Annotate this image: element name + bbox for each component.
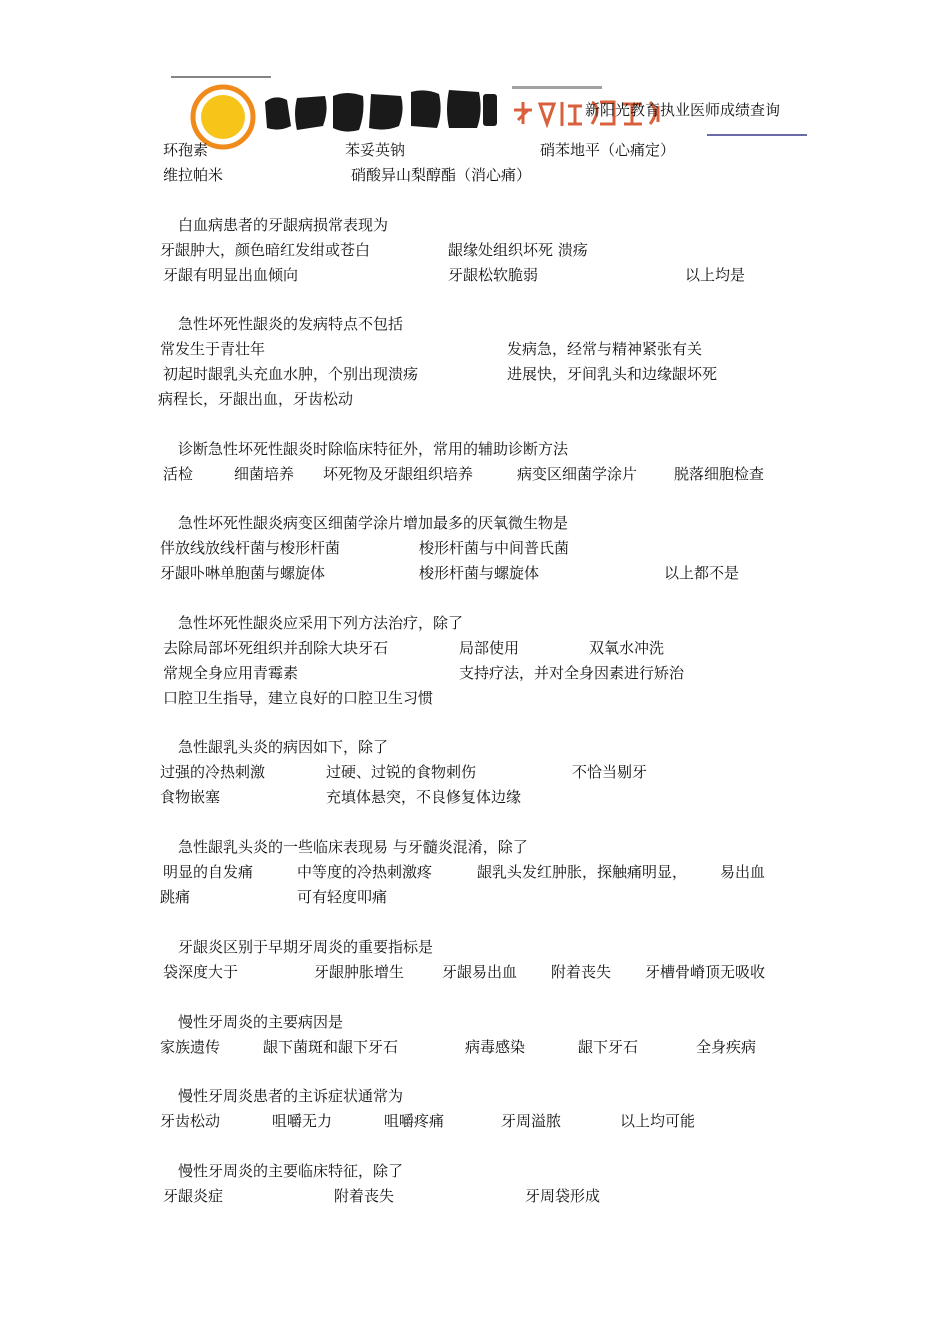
option-text: 梭形杆菌与螺旋体	[419, 564, 540, 582]
question-text: 慢性牙周炎患者的主诉症状通常为	[178, 1087, 404, 1105]
option-text: 易出血	[720, 863, 766, 881]
question-text: 牙龈炎区别于早期牙周炎的重要指标是	[178, 938, 434, 956]
logo	[165, 72, 510, 150]
option-text: 牙龈松软脆弱	[448, 266, 539, 284]
option-text: 梭形杆菌与中间普氏菌	[419, 539, 570, 557]
option-text: 牙周袋形成	[525, 1187, 601, 1205]
option-text: 全身疾病	[696, 1038, 757, 1056]
option-text: 充填体悬突，不良修复体边缘	[326, 788, 522, 806]
option-text: 以上均是	[685, 266, 746, 284]
option-text: 咀嚼疼痛	[384, 1112, 445, 1130]
calligraphy-logo-text	[265, 90, 497, 132]
option-text: 中等度的冷热刺激疼	[297, 863, 433, 881]
option-text: 明显的自发痛	[163, 863, 254, 881]
option-text: 活检	[163, 465, 194, 483]
question-text: 慢性牙周炎的主要病因是	[178, 1013, 344, 1031]
option-text: 牙齿松动	[160, 1112, 221, 1130]
option-text: 坏死物及牙龈组织培养	[323, 465, 474, 483]
option-text: 常规全身应用青霉素	[163, 664, 299, 682]
option-text: 过硬、过锐的食物刺伤	[326, 763, 477, 781]
option-text: 咀嚼无力	[272, 1112, 333, 1130]
option-text: 双氧水冲洗	[589, 639, 665, 657]
option-text: 支持疗法，并对全身因素进行矫治	[459, 664, 685, 682]
option-text: 硝酸异山梨醇酯（消心痛）	[351, 166, 532, 184]
option-text: 苯妥英钠	[345, 141, 406, 159]
option-text: 伴放线放线杆菌与梭形杆菌	[160, 539, 341, 557]
option-text: 病程长，牙龈出血，牙齿松动	[158, 390, 354, 408]
option-text: 牙龈肿大，颜色暗红发绀或苍白	[160, 241, 371, 259]
option-text: 口腔卫生指导，建立良好的口腔卫生习惯	[163, 689, 434, 707]
option-text: 环孢素	[163, 141, 209, 159]
option-text: 附着丧失	[334, 1187, 395, 1205]
option-text: 牙槽骨嵴顶无吸收	[645, 963, 766, 981]
option-text: 去除局部坏死组织并刮除大块牙石	[163, 639, 389, 657]
option-text: 病变区细菌学涂片	[517, 465, 638, 483]
option-text: 初起时龈乳头充血水肿，个别出现溃疡	[163, 365, 419, 383]
option-text: 进展快，牙间乳头和边缘龈坏死	[507, 365, 718, 383]
option-text: 硝苯地平（心痛定）	[540, 141, 676, 159]
question-text: 白血病患者的牙龈病损常表现为	[178, 216, 389, 234]
option-text: 牙龈有明显出血倾向	[163, 266, 299, 284]
option-text: 不恰当剔牙	[572, 763, 648, 781]
option-text: 可有轻度叩痛	[297, 888, 388, 906]
sun-icon	[193, 87, 253, 147]
option-text: 病毒感染	[465, 1038, 526, 1056]
option-text: 袋深度大于	[163, 963, 239, 981]
option-text: 牙龈炎症	[163, 1187, 224, 1205]
option-text: 过强的冷热刺激	[160, 763, 266, 781]
option-text: 龈乳头发红肿胀，探触痛明显，	[477, 863, 688, 881]
option-text: 细菌培养	[234, 465, 295, 483]
option-text: 常发生于青壮年	[160, 340, 266, 358]
question-text: 慢性牙周炎的主要临床特征，除了	[178, 1162, 404, 1180]
question-text: 急性龈乳头炎的病因如下，除了	[178, 738, 389, 756]
option-text: 牙周溢脓	[501, 1112, 562, 1130]
option-text: 发病急，经常与精神紧张有关	[507, 340, 703, 358]
question-text: 急性龈乳头炎的一些临床表现易 与牙髓炎混淆，除了	[178, 838, 528, 856]
logo-dots	[171, 76, 271, 78]
question-text: 诊断急性坏死性龈炎时除临床特征外，常用的辅助诊断方法	[178, 440, 569, 458]
option-text: 跳痛	[160, 888, 191, 906]
option-text: 食物嵌塞	[160, 788, 221, 806]
question-text: 急性坏死性龈炎应采用下列方法治疗，除了	[178, 614, 464, 632]
option-text: 龈缘处组织坏死 溃疡	[448, 241, 588, 259]
option-text: 牙龈肿胀增生	[314, 963, 405, 981]
option-text: 牙龈卟啉单胞菌与螺旋体	[160, 564, 326, 582]
option-text: 维拉帕米	[163, 166, 224, 184]
option-text: 脱落细胞检查	[674, 465, 765, 483]
option-text: 家族遗传	[160, 1038, 221, 1056]
option-text: 龈下菌斑和龈下牙石	[263, 1038, 399, 1056]
option-text: 附着丧失	[551, 963, 612, 981]
option-text: 以上均可能	[620, 1112, 696, 1130]
option-text: 局部使用	[459, 639, 520, 657]
header-underline	[707, 134, 807, 136]
header-title: 新阳光教育执业医师成绩查询	[585, 101, 781, 119]
question-text: 急性坏死性龈炎病变区细菌学涂片增加最多的厌氧微生物是	[178, 514, 569, 532]
question-text: 急性坏死性龈炎的发病特点不包括	[178, 315, 404, 333]
option-text: 牙龈易出血	[442, 963, 518, 981]
option-text: 以上都不是	[664, 564, 740, 582]
option-text: 龈下牙石	[578, 1038, 639, 1056]
